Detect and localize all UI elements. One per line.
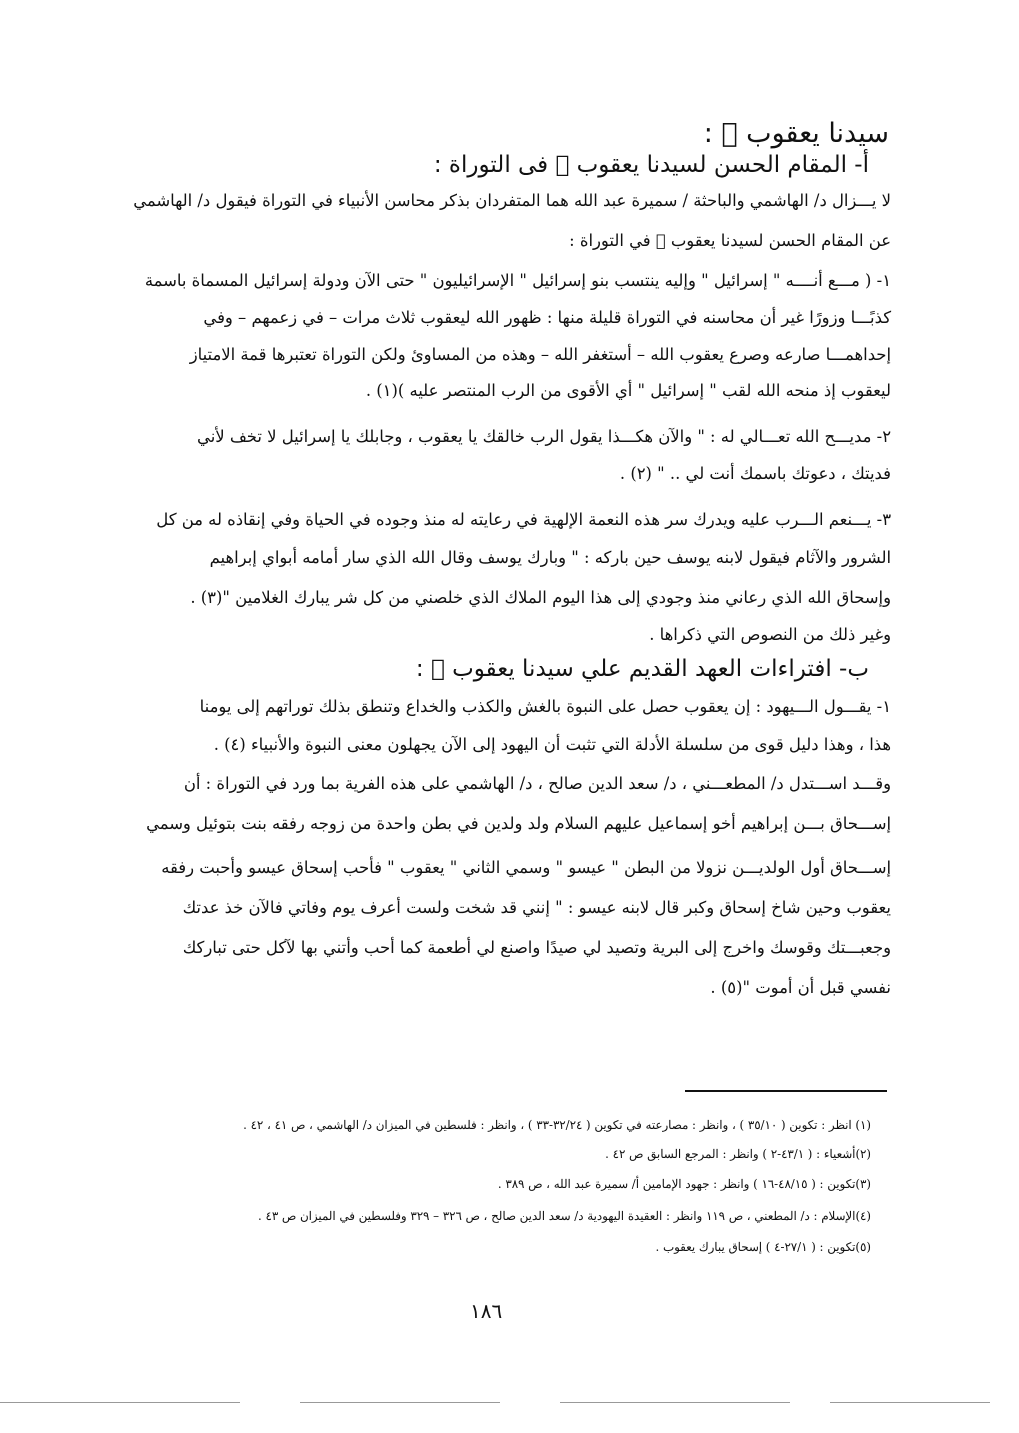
paragraph-line: وقـــد اســـتدل د/ المطعـــني ، د/ سعد الدين صالح ، د/ الهاشمي على هذه الفرية بما ورد في التوراة : أن: [183, 774, 891, 793]
footnote-1: (١) انظر : تكوين ( ٣٥/١٠ ) ، وانظر : مصارعته في تكوين ( ٣٢/٢٤-٣٣ ) ، وانظر : فلسطين في الميزان د/ الهاشمي ، ص ٤١ ، ٤٢ .: [243, 1118, 871, 1132]
list-item-line: هذا ، وهذا دليل قوى من سلسلة الأدلة التي تثبت أن اليهود إلى الآن يجهلون معنى النبوة والأنبياء (٤) .: [213, 735, 891, 754]
scan-edge-line: [300, 1402, 500, 1403]
scan-edge-line: [830, 1402, 990, 1403]
section-b-title: ب- افتراءات العهد القديم علي سيدنا يعقوب ﷫ :: [415, 656, 869, 682]
paragraph-line: عن المقام الحسن لسيدنا يعقوب ﷫ في التوراة :: [569, 231, 891, 250]
paragraph-line: وغير ذلك من النصوص التي ذكراها .: [649, 625, 891, 644]
list-item-line: الشرور والآثام فيقول لابنه يوسف حين باركه : " وبارك يوسف وقال الله الذي سار أمامه أبواي إبراهيم: [209, 548, 891, 567]
page-number: ١٨٦: [470, 1299, 503, 1323]
page-heading: سيدنا يعقوب ﷫ :: [703, 118, 889, 149]
footnote-5: (٥)تكوين : ( ٢٧/١-٤ ) إسحاق يبارك يعقوب .: [655, 1240, 871, 1254]
list-item-line: كذبًـــا وزورًا غير أن محاسنه في التوراة قليلة منها : ظهور الله ليعقوب ثلاث مرات – في زعمهم – وفي: [203, 308, 891, 327]
footnote-4: (٤)الإسلام : د/ المطعني ، ص ١١٩ وانظر : العقيدة اليهودية د/ سعد الدين صالح ، ص ٣٢٦ – ٣٢٩ وفلسطين في الميزان ص ٤٣ .: [258, 1209, 871, 1223]
list-item-line: ليعقوب إذ منحه الله لقب " إسرائيل " أي الأقوى من الرب المنتصر عليه )(١) .: [365, 381, 891, 400]
list-item-line: ٣- يـــنعم الـــرب عليه ويدرك سر هذه النعمة الإلهية في رعايته له منذ وجوده في الحياة وفي إنقاذه له من كل: [156, 510, 891, 529]
list-item-line: إحداهمـــا صارعه وصرع يعقوب الله – أستغفر الله – وهذه من المساوئ ولكن التوراة تعتبرها قمة الامتياز: [189, 345, 891, 364]
scan-edge-line: [0, 1402, 240, 1403]
list-item-line: وإسحاق الله الذي رعاني منذ وجودي إلى هذا اليوم الملاك الذي خلصني من كل شر يبارك الغلامين "(٣) .: [190, 588, 891, 607]
footnote-divider: [685, 1090, 887, 1092]
list-item-line: ٢- مديـــح الله تعـــالي له : " والآن هكـــذا يقول الرب خالقك يا يعقوب ، وجابلك يا إسرائيل لا تخف لأني: [197, 427, 891, 446]
footnote-2: (٢)أشعياء : ( ٤٣/١-٢ ) وانظر : المرجع السابق ص ٤٢ .: [605, 1147, 871, 1161]
paragraph-line: إســـحاق أول الولديـــن نزولا من البطن " عيسو " وسمي الثاني " يعقوب " فأحب إسحاق عيسو وأحبت رفقه: [161, 858, 891, 877]
list-item-line: ١- ( مـــع أنــــه " إسرائيل " وإليه ينتسب بنو إسرائيل " الإسرائيليون " حتى الآن ودولة إسرائيل المسماة باسمة: [144, 271, 891, 290]
list-item-line: ١- يقـــول الـــيهود : إن يعقوب حصل على النبوة بالغش والكذب والخداع وتنطق بذلك توراتهم إلى يومنا: [199, 697, 891, 716]
section-a-title: أ- المقام الحسن لسيدنا يعقوب ﷫ فى التوراة :: [433, 152, 869, 178]
list-item-line: فديتك ، دعوتك باسمك أنت لي .. " (٢) .: [619, 464, 891, 483]
scan-edge-line: [560, 1402, 790, 1403]
paragraph-line: نفسي قبل أن أموت "(٥) .: [710, 978, 891, 997]
footnote-3: (٣)تكوين : ( ٤٨/١٥-١٦ ) وانظر : جهود الإمامين أ/ سميرة عبد الله ، ص ٣٨٩ .: [497, 1177, 871, 1191]
paragraph-line: يعقوب وحين شاخ إسحاق وكبر قال لابنه عيسو : " إنني قد شخت ولست أعرف يوم وفاتي فالآن خذ عدتك: [182, 898, 891, 917]
paragraph-line: إســـحاق بـــن إبراهيم أخو إسماعيل عليهم السلام ولد ولدين في بطن واحدة من زوجه رفقه بنت بتوئيل وسمي: [146, 814, 891, 833]
paragraph-line: لا يـــزال د/ الهاشمي والباحثة / سميرة عبد الله هما المتفردان بذكر محاسن الأنبياء في التوراة فيقول د/ الهاشمي: [133, 191, 891, 210]
paragraph-line: وجعبـــتك وقوسك واخرج إلى البرية وتصيد لي صيدًا واصنع لي أطعمة كما أحب وأتني بها لآكل حتى تباركك: [182, 938, 891, 957]
